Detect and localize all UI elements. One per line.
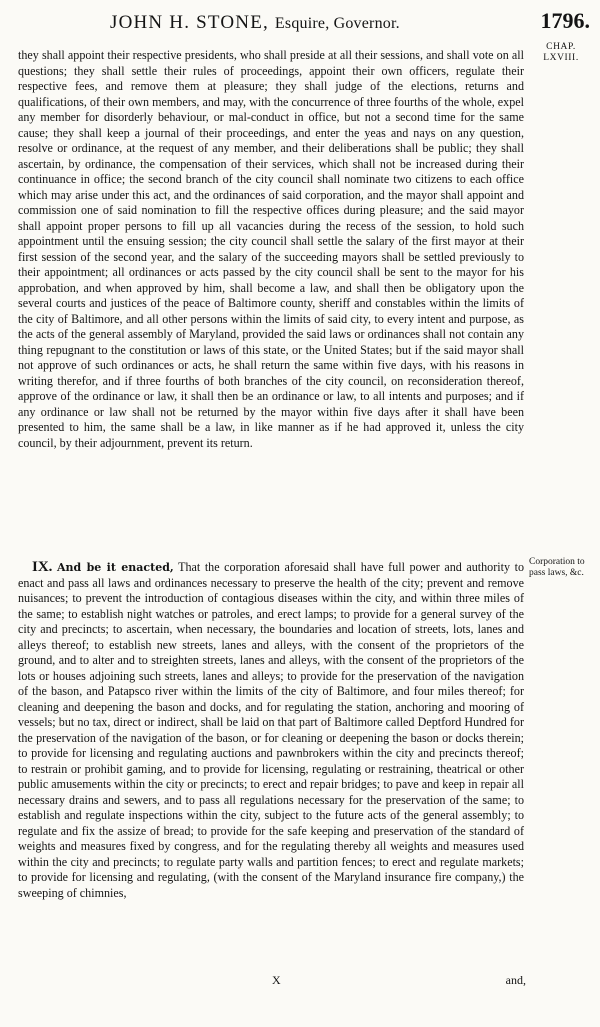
governor-title: Esquire, Governor. bbox=[274, 15, 400, 32]
section-ix-paragraph bbox=[18, 560, 524, 901]
text-block-section-ix bbox=[18, 560, 524, 901]
chapter-number: LXVIII. bbox=[543, 53, 579, 63]
section-number: IX. bbox=[32, 559, 53, 575]
chapter-label: CHAP. bbox=[546, 42, 576, 52]
chapter-marker bbox=[524, 42, 598, 64]
running-head bbox=[0, 6, 600, 40]
section-ix-text: That the corporation aforesaid shall have full power and authority to enact and pass all laws and ordinances necessary to preserve the health of the city; prevent and remove nuisances; to prevent the introduction of contagious diseases within the city, and within three miles of the same; to establish night watches or patroles, and erect lamps; to provide for a general survey of the city and precincts; to ascertain, when necessary, the boundaries and location of streets, lots, lanes and alleys thereof; to establish new streets, lanes and alleys, with the consent of the proprietors of the ground, and to alter and to streighten streets, lanes and alleys, with the consent of the proprietors of the lots or houses adjoining such streets, lanes and alleys; to provide for the preservation of the navigation of the bason, and Patapsco river within the limits of the city of Baltimore, and four miles thereof; for cleaning and deepening the bason and docks, and for regulating the station, anchoring and mooring of vessels; but no tax, direct or indirect, shall be laid on that part of Baltimore called Deptford Hundred for the preservation of the navigation of the bason, or for cleaning or deepening the bason or docks therein; to provide for licensing and regulating auctions and pawnbrokers within the city and precincts thereof; to restrain or prohibit gaming, and to provide for licensing, regulating or restraining, theatrical or other public amusements within the city or precincts; to erect and repair bridges; to pave and keep in repair all necessary drains and sewers, and to pass all regulations necessary for the preservation of the same; to establish and regulate inspections within the city, subject to the future acts of the general assembly; to regulate and fix the assize of bread; to provide for the safe keeping and preservation of the standard of weights and measures fixed by congress, and for the regulating thereby all weights and measures used within the city and precincts; to regulate party walls and partition fences; to erect and regulate markets; to provide for licensing and regulating, (with the consent of the Maryland insurance fire company,) the sweeping of chimnies, bbox=[18, 560, 525, 900]
signature-mark: X bbox=[272, 973, 281, 987]
catchword: and, bbox=[505, 973, 526, 987]
margin-note: Corporation to pass laws, &c. bbox=[529, 557, 585, 578]
page-year: 1796. bbox=[540, 8, 590, 33]
governor-name: JOHN H. STONE, bbox=[110, 12, 269, 33]
text-block-continued bbox=[18, 48, 524, 451]
running-title bbox=[110, 12, 400, 34]
continued-paragraph: they shall appoint their respective presidents, who shall preside at all their sessions, and shall vote on all questions; they shall settle their rules of proceedings, appoint their own officers, regulate their respective fees, and remove them at pleasure; they shall judge of the elections, returns and qualifications, of their own members, and may, with the concurrence of three fourths of the whole, expel any member for disorderly behaviour, or mal-conduct in office, but not a second time for the same cause; they shall keep a journal of their proceedings, and enter the yeas and nays on any question, resolve or ordinance, at the request of any member, and their deliberations shall be public; they shall ascertain, by ordinance, the compensation of their services, which shall not be increased during their continuance in office; the second branch of the city council shall nominate two citizens to each office which may arise under this act, and the ordinances of said corporation, and the mayor shall appoint and commission one of said nomination to fill the respective offices during pleasure; and the said mayor shall appoint proper persons to fill up all vacancies during the recess of the session, to hold such appointment until the ensuing session; the city council shall settle the salary of the first mayor at their first session of the second year, and the salary of the succeeding mayors shall be settled previously to their appointment; all ordinances or acts passed by the city council shall be sent to the mayor for his approbation, and when approved by him, shall become a law, and shall then be obligatory upon the several courts and justices of the peace of Baltimore county, sheriff and constables within the limits of the city of Baltimore, and all other persons within the limits of said city, to every intent and purpose, as the acts of the general assembly of Maryland, provided the said laws or ordinances shall not contain any thing repugnant to the constitution or laws of this state, or the United States; but if the said mayor shall not approve of such ordinances or acts, he shall return the same within five days, with his reasons in writing therefor, and if three fourths of both branches of the city council, on reconsideration thereof, approve of the ordinance or law, it shall then be an ordinance or law, to all intents and purposes; and if any ordinance or law shall not be returned by the mayor within five days after it shall have been presented to him, the same shall be a law, in like manner as if he had approved it, unless the city council, by their adjournment, prevent its return. bbox=[18, 48, 524, 450]
enacting-clause: And be it enacted, bbox=[57, 561, 174, 574]
